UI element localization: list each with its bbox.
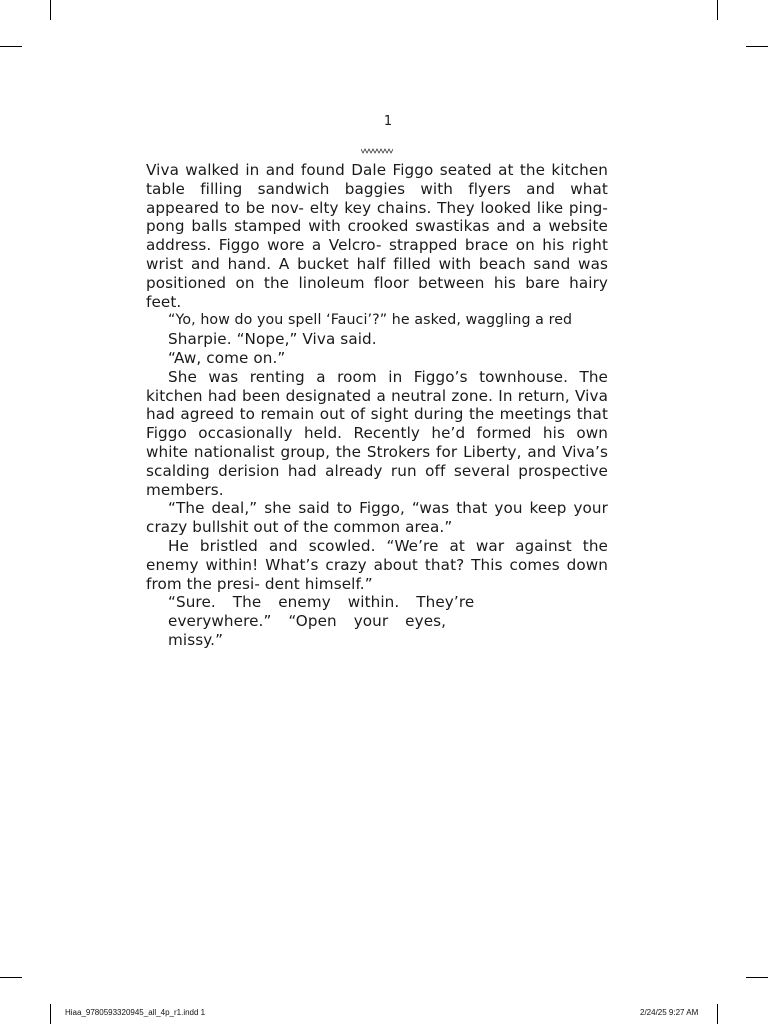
- crop-mark-left-bottom: [0, 977, 22, 978]
- paragraph-deal: “The deal,” she said to Figgo, “was that you keep your crazy bullshit out of the common area.”: [146, 499, 608, 537]
- chapter-body: [146, 161, 608, 650]
- slug-timestamp: 2/24/25 9:27 AM: [640, 1008, 699, 1017]
- paragraph-bristled: He bristled and scowled. “We’re at war against the enemy within! What’s crazy about that? This comes down from the presi- dent himself.”: [146, 536, 608, 593]
- crop-mark-right-top: [746, 46, 768, 47]
- crop-mark-bottom-left: [50, 1004, 51, 1024]
- crop-mark-right-bottom: [746, 977, 768, 978]
- crop-mark-top-right: [717, 0, 718, 20]
- paragraph-dialogue-fauci: “Yo, how do you spell ‘Fauci’?” he asked, waggling a red: [168, 312, 573, 329]
- paragraph-enemy-within: “Sure. The enemy within. They’re everywhere.” “Open your eyes, missy.”: [168, 593, 475, 649]
- paragraph-dialogue-nope: Sharpie. “Nope,” Viva said.: [168, 330, 377, 349]
- chapter-number: 1: [383, 114, 393, 129]
- paragraph-dialogue-come-on: “Aw, come on.”: [168, 348, 286, 367]
- paragraph-renting: She was renting a room in Figgo’s townhouse. The kitchen had been designated a neutral zone. In return, Viva had agreed to remain out of sight during the meetings that Figgo occasionally held. Recently he’d formed his own white nationalist group, the Strokers for Liberty, and Viva’s scalding derision had already run off several prospective members.: [146, 367, 608, 499]
- crop-mark-left-top: [0, 46, 22, 47]
- crop-mark-bottom-right: [717, 1004, 718, 1024]
- chapter-ornament: [361, 147, 393, 155]
- slug-file-name: Hiaa_9780593320945_all_4p_r1.indd 1: [65, 1008, 206, 1017]
- crop-mark-top-left: [50, 0, 51, 20]
- paragraph-opening: Viva walked in and found Dale Figgo seated at the kitchen table filling sandwich baggies with flyers and what appeared to be nov- elty key chains. They looked like ping-pong balls stamped with crooked swastikas and a website address. Figgo wore a Velcro- strapped brace on his right wrist and hand. A bucket half filled with beach sand was positioned on the linoleum floor between his bare hairy feet.: [146, 161, 608, 311]
